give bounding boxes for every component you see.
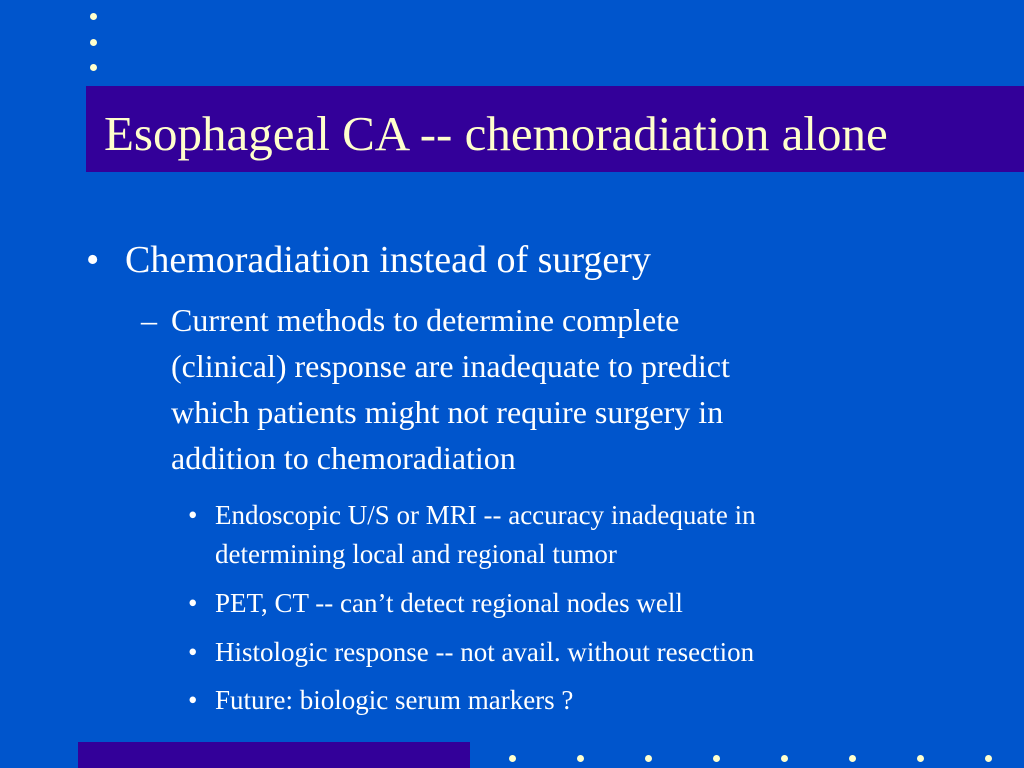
bullet-marker: • [188,637,198,667]
dot [781,755,788,762]
dot [90,13,97,20]
dot [577,755,584,762]
bullet-level3-line: determining local and regional tumor [215,539,617,569]
dot [90,64,97,71]
footer-bar [78,742,470,768]
bullet-level2-line: (clinical) response are inadequate to predict [171,348,730,384]
bullet-level2-line: which patients might not require surgery in [171,394,724,430]
bullet-level1: Chemoradiation instead of surgery [125,239,651,281]
dot [849,755,856,762]
bullet-level2-line: Current methods to determine complete [171,302,680,338]
bullet-level2-line: addition to chemoradiation [171,440,516,476]
bullet-level3: Histologic response -- not avail. without resection [215,637,755,667]
dot [645,755,652,762]
dot [985,755,992,762]
dot [713,755,720,762]
bullet-marker: • [188,500,198,530]
slide-title: Esophageal CA -- chemoradiation alone [104,106,888,161]
dot [90,39,97,46]
bullet-marker: • [188,685,198,715]
bullet-level3: PET, CT -- can’t detect regional nodes well [215,588,683,618]
bullet-marker: • [86,239,100,281]
bullet-level3: Future: biologic serum markers ? [215,685,574,715]
dot [509,755,516,762]
dash-marker: – [141,302,157,338]
bullet-level3-line: Endoscopic U/S or MRI -- accuracy inadequate in [215,500,756,530]
dot [917,755,924,762]
bullet-marker: • [188,588,198,618]
